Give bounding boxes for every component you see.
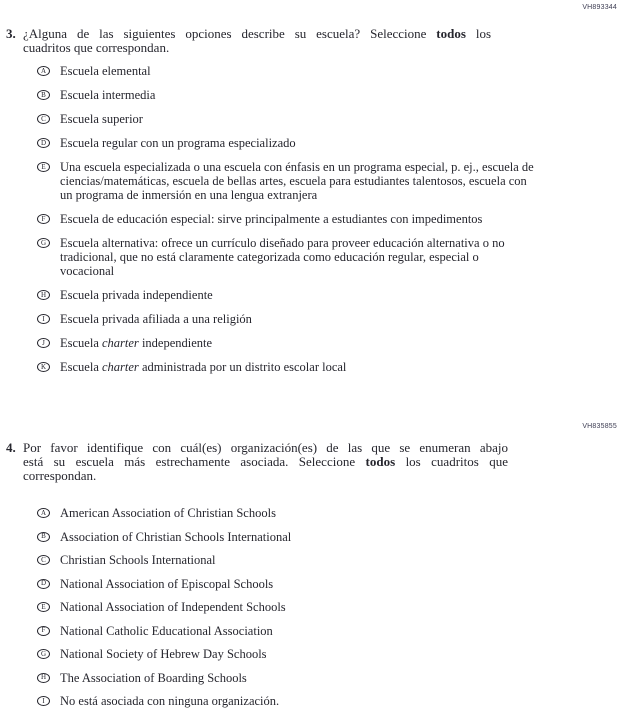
option-line: [60, 600, 286, 614]
question-number: 3.: [6, 26, 16, 41]
text-segment: National Association of Episcopal Schools: [60, 576, 274, 591]
answer-bubble-c[interactable]: C: [37, 114, 50, 124]
prompt-line: [23, 469, 508, 483]
option-label: [60, 112, 143, 126]
answer-bubble-k[interactable]: K: [37, 362, 50, 372]
text-segment: tradicional, que no está claramente categorizada como educación regular, especial o: [60, 250, 479, 264]
option-label: [60, 88, 155, 102]
text-segment: los cuadritos que: [395, 454, 508, 469]
option-row-g: [37, 236, 617, 278]
option-line: [60, 88, 155, 102]
option-line: [60, 264, 505, 278]
option-label: [60, 136, 296, 150]
answer-bubble-j[interactable]: J: [37, 338, 50, 348]
text-segment: Una escuela especializada o una escuela con énfasis en un programa especial, p. ej., escuela de: [60, 160, 534, 174]
option-label: [60, 64, 151, 78]
option-line: [60, 288, 213, 302]
option-label: [60, 236, 505, 278]
answer-bubble-d[interactable]: D: [37, 579, 50, 589]
option-line: [60, 671, 247, 685]
option-row-j: [37, 336, 617, 350]
bold-text: todos: [436, 26, 466, 41]
answer-bubble-b[interactable]: B: [37, 90, 50, 100]
option-label: [60, 288, 213, 302]
option-row-e: [37, 600, 617, 614]
text-segment: los: [465, 26, 491, 41]
text-segment: está su escuela más estrechamente asociada. Seleccione: [23, 454, 366, 469]
bold-text: todos: [365, 454, 396, 469]
option-line: [60, 250, 505, 264]
options-list-q4: [37, 506, 617, 715]
text-segment: cuadritos que correspondan.: [23, 40, 170, 55]
options-list-q3: [37, 64, 617, 384]
answer-bubble-a[interactable]: A: [37, 508, 50, 518]
text-segment: Escuela: [60, 336, 102, 350]
text-segment: Escuela: [60, 360, 102, 374]
option-row-b: [37, 88, 617, 102]
option-line: [60, 136, 296, 150]
question-prompt: [23, 27, 491, 55]
text-segment: National Association of Independent Schools: [60, 600, 286, 614]
text-segment: un programa de inmersión en una lengua extranjera: [60, 188, 318, 202]
question-prompt: [23, 441, 508, 483]
option-label: [60, 360, 346, 374]
italic-text: charter: [102, 336, 139, 350]
prompt-line: [23, 27, 491, 41]
question-3: [6, 27, 491, 55]
option-line: [60, 577, 273, 591]
prompt-line: [23, 41, 491, 55]
answer-bubble-d[interactable]: D: [37, 138, 50, 148]
answer-bubble-f[interactable]: F: [37, 214, 50, 224]
option-label: [60, 530, 291, 544]
text-segment: American Association of Christian Schools: [60, 506, 276, 520]
option-row-a: [37, 64, 617, 78]
text-segment: independiente: [138, 336, 213, 350]
text-segment: The Association of Boarding Schools: [60, 670, 247, 685]
option-row-g: [37, 647, 617, 661]
answer-bubble-h[interactable]: H: [37, 290, 50, 300]
option-line: [60, 624, 273, 638]
option-label: [60, 336, 212, 350]
text-segment: Association of Christian Schools International: [60, 529, 292, 544]
option-line: [60, 236, 505, 250]
option-label: [60, 624, 273, 638]
text-segment: Escuela privada afiliada a una religión: [60, 312, 252, 326]
option-row-d: [37, 577, 617, 591]
answer-bubble-i[interactable]: I: [37, 314, 50, 324]
answer-bubble-e[interactable]: E: [37, 602, 50, 612]
answer-bubble-i[interactable]: I: [37, 696, 50, 706]
option-label: [60, 647, 267, 661]
option-row-i: [37, 694, 617, 708]
text-segment: ¿Alguna de las siguientes opciones describe su escuela? Seleccione: [23, 26, 437, 41]
option-line: [60, 212, 482, 226]
option-label: [60, 160, 534, 202]
item-code-q3: VH893344: [582, 4, 617, 11]
prompt-line: [23, 455, 508, 469]
question-4: [6, 441, 508, 483]
option-line: [60, 312, 252, 326]
option-row-h: [37, 671, 617, 685]
text-segment: Por favor identifique con cuál(es) organización(es) de las que se enumeran abajo: [23, 440, 508, 455]
prompt-line: [23, 441, 508, 455]
answer-bubble-e[interactable]: E: [37, 162, 50, 172]
text-segment: No está asociada con ninguna organización.: [60, 694, 280, 708]
text-segment: Escuela intermedia: [60, 88, 156, 102]
option-line: [60, 64, 151, 78]
text-segment: Christian Schools International: [60, 553, 216, 567]
option-row-h: [37, 288, 617, 302]
option-line: [60, 160, 534, 174]
option-line: [60, 336, 212, 350]
option-label: [60, 553, 216, 567]
option-row-b: [37, 530, 617, 544]
option-row-c: [37, 553, 617, 567]
answer-bubble-b[interactable]: B: [37, 532, 50, 542]
option-line: [60, 112, 143, 126]
option-row-a: [37, 506, 617, 520]
option-row-f: [37, 212, 617, 226]
option-line: [60, 188, 534, 202]
answer-bubble-h[interactable]: H: [37, 673, 50, 683]
option-label: [60, 506, 276, 520]
text-segment: Escuela alternativa: ofrece un currículo diseñado para proveer educación alternativa o no: [60, 236, 505, 250]
answer-bubble-c[interactable]: C: [37, 555, 50, 565]
answer-bubble-f[interactable]: F: [37, 626, 50, 636]
option-line: [60, 506, 276, 520]
option-line: [60, 530, 291, 544]
answer-bubble-g[interactable]: G: [37, 649, 50, 659]
text-segment: Escuela superior: [60, 112, 143, 126]
option-label: [60, 212, 482, 226]
option-line: [60, 174, 534, 188]
option-label: [60, 694, 279, 708]
item-code-q4: VH835855: [582, 423, 617, 430]
option-label: [60, 577, 273, 591]
text-segment: Escuela regular con un programa especializado: [60, 136, 296, 150]
option-row-c: [37, 112, 617, 126]
option-row-e: [37, 160, 617, 202]
option-row-i: [37, 312, 617, 326]
option-row-f: [37, 624, 617, 638]
text-segment: vocacional: [60, 264, 115, 278]
answer-bubble-g[interactable]: G: [37, 238, 50, 248]
answer-bubble-a[interactable]: A: [37, 66, 50, 76]
option-line: [60, 360, 346, 374]
option-row-k: [37, 360, 617, 374]
text-segment: administrada por un distrito escolar local: [138, 360, 347, 374]
option-line: [60, 694, 279, 708]
option-line: [60, 647, 267, 661]
option-row-d: [37, 136, 617, 150]
question-number: 4.: [6, 440, 16, 455]
text-segment: National Society of Hebrew Day Schools: [60, 647, 267, 661]
italic-text: charter: [102, 360, 139, 374]
option-label: [60, 312, 252, 326]
text-segment: Escuela privada independiente: [60, 288, 213, 302]
text-segment: correspondan.: [23, 468, 97, 483]
text-segment: Escuela elemental: [60, 64, 151, 78]
option-label: [60, 671, 247, 685]
text-segment: ciencias/matemáticas, escuela de bellas artes, escuela para estudiantes talentosos, escuela con: [60, 174, 527, 188]
option-line: [60, 553, 216, 567]
option-label: [60, 600, 286, 614]
text-segment: National Catholic Educational Association: [60, 623, 273, 638]
text-segment: Escuela de educación especial: sirve principalmente a estudiantes con impedimentos: [60, 212, 483, 226]
